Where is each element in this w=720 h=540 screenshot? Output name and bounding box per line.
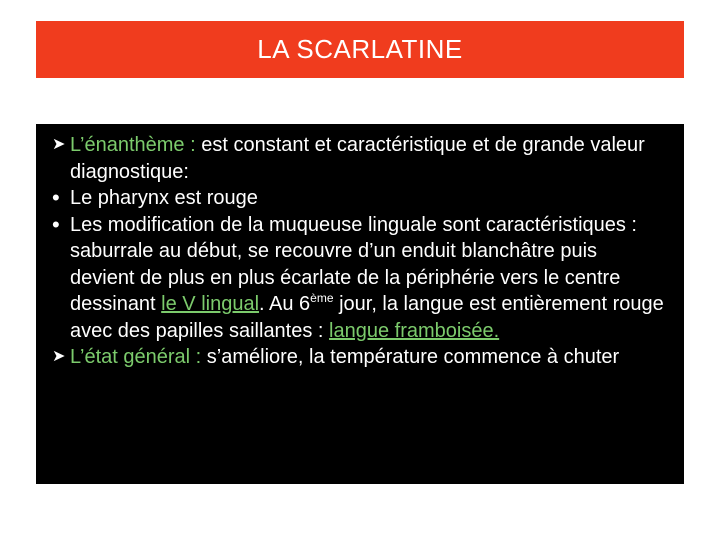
slide-title: LA SCARLATINE [257,34,463,64]
term-etat-general: L’état général : [70,346,202,368]
content-box [36,124,684,484]
list-item [52,185,664,212]
link-langue-framboisee[interactable]: langue framboisée. [329,319,500,342]
list-item [52,132,664,185]
link-v-lingual[interactable]: le V lingual [161,293,260,315]
bullet-icon: • [52,211,60,237]
title-bar [36,21,684,78]
item-text: L’état général : s’améliore, la température commence à chuter [70,346,620,368]
arrow-icon: ➤ [52,136,66,153]
item-text: L’énanthème : est constant et caractéristique et de grande valeur diagnostique: [70,134,645,183]
list-item [52,344,664,371]
superscript-eme: ème [310,291,334,305]
item-text: Le pharynx est rouge [70,187,258,209]
item-text: Les modification de la muqueuse linguale sont caractéristiques : saburrale au début, se recouvre d’un enduit blanchâtre puis devient de plus en plus écarlate de la périphérie vers le centre dessinant le V lingual. Au 6ème jour, la langue est entièrement rouge avec des papilles saillantes : langue framboisée. [70,213,664,342]
bullet-icon: • [52,185,60,210]
list-item [52,212,664,345]
term-enantheme: L’énanthème : [70,134,196,156]
arrow-icon: ➤ [52,348,66,365]
